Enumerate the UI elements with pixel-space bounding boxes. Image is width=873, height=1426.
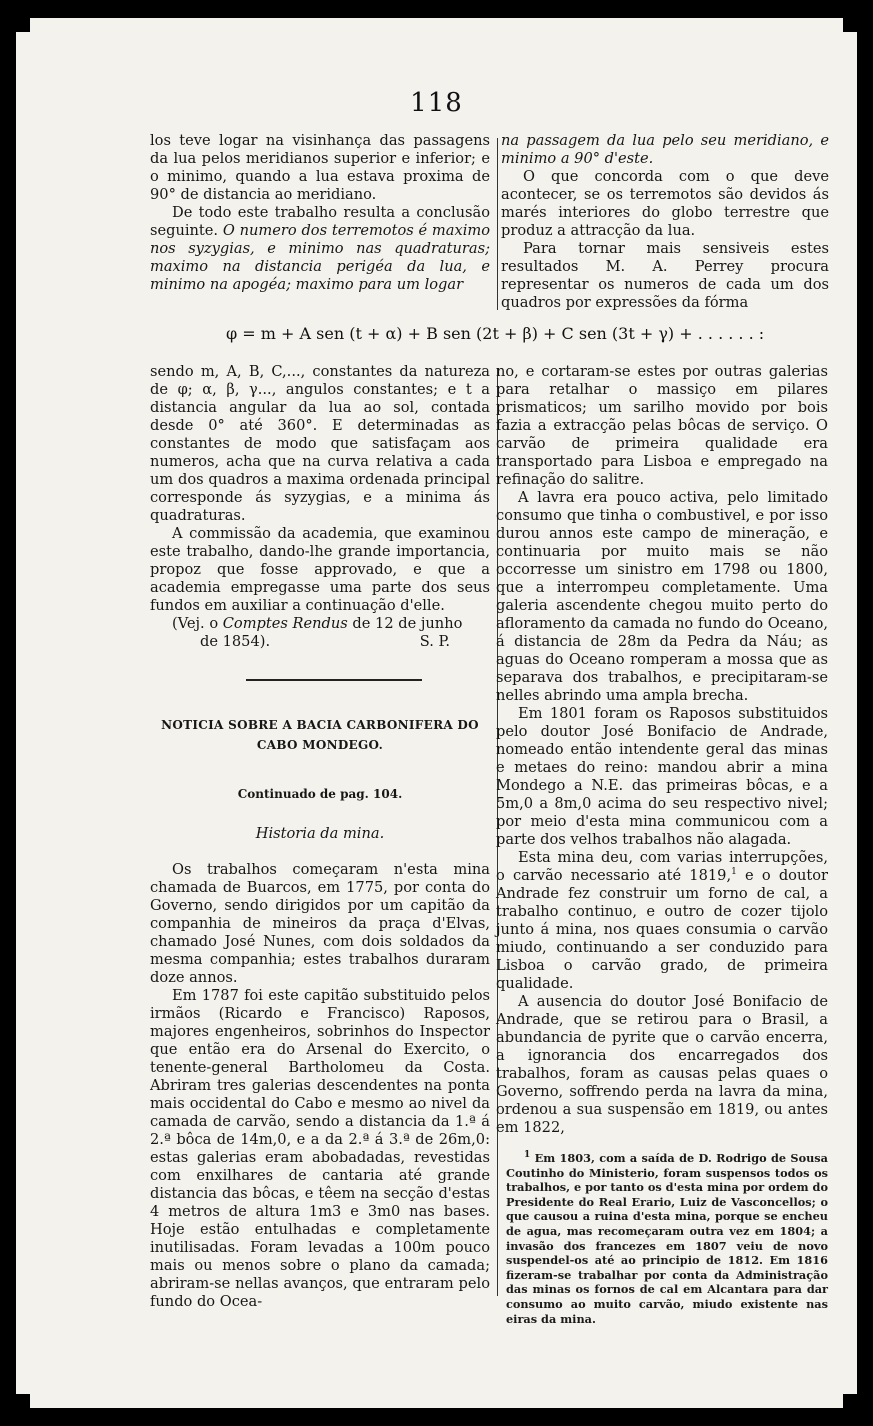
signature: S. P.	[419, 633, 450, 650]
paragraph: A lavra era pouco activa, pelo limitado consumo que tinha o combustivel, e por isso durou annos este campo de mineração, e continuaria por muito mais se não occorresse um sinistro em 1798 ou 1800, que a interrompeu completamente. Uma galeria ascendente chegou muito perto do afloramento da camada no fundo do Oceano, á distancia de 28m da Pedra da Náu; as aguas do Oceano romperam a mossa que as separava dos trabalhos, e precipitaram-se nelles abrindo uma ampla brecha.	[496, 489, 828, 704]
reference-text: (Vej. o	[172, 615, 223, 632]
reference-title: Comptes Rendus	[222, 615, 348, 632]
paragraph	[150, 204, 490, 294]
paragraph-text: Esta mina deu, com varias interrupções, o carvão necessario até 1819,	[496, 849, 828, 884]
bottom-right-column	[496, 363, 828, 1137]
reference-line	[150, 615, 490, 633]
italic-text: O numero dos terremotos é maximo nos syzygias, e minimo nas quadraturas; maximo na distancia perigéa da lua, e minimo na apogéa; maximo para um logar	[150, 222, 490, 293]
article-title: NOTICIA SOBRE A BACIA CARBONIFERA DO CABO MONDEGO.	[161, 718, 479, 752]
paragraph: no, e cortaram-se estes por outras galerias para retalhar o massiço em pilares prismaticos; um sarilho movido por bois fazia a extracção pelas bôcas de serviço. O carvão de primeira qualidade era transportado para Lisboa e empregado na refinação do salitre.	[496, 363, 828, 488]
reference-signature-line	[150, 633, 490, 651]
reference-text: de 12 de junho	[347, 615, 463, 632]
paragraph: A commissão da academia, que examinou este trabalho, dando-lhe grande importancia, propoz que fosse approvado, e que a academia empregasse uma parte dos seus fundos em auxiliar a continuação d'elle.	[150, 525, 490, 614]
page-corner-mark	[843, 18, 857, 32]
page-corner-mark	[16, 18, 30, 32]
top-right-column	[489, 132, 829, 312]
paragraph	[496, 849, 828, 993]
page-corner-mark	[16, 1394, 30, 1408]
paragraph: los teve logar na visinhança das passagens da lua pelos meridianos superior e inferior; e o minimo, quando a lua estava proxima de 90° de distancia ao meridiano.	[150, 132, 490, 203]
paragraph: Em 1801 foram os Raposos substituidos pelo doutor José Bonifacio de Andrade, nomeado então intendente geral das minas e metaes do reino: mandou abrir a mina Mondego a N.E. das primeiras bôcas, e a 5m,0 a 8m,0 acima do seu respectivo nivel; por meio d'esta mina communicou com a parte dos velhos trabalhos não alagada.	[496, 705, 828, 848]
italic-paragraph: na passagem da lua pelo seu meridiano, e minimo a 90° d'este.	[501, 132, 829, 167]
footnote-reference: 1	[731, 867, 737, 878]
footnote-mark: 1	[524, 1150, 531, 1161]
article-continuation-note: Continuado de pag. 104.	[237, 787, 403, 801]
paragraph: Os trabalhos começaram n'esta mina chamada de Buarcos, em 1775, por conta do Governo, sendo dirigidos por um capitão da companhia de mineiros da praça d'Elvas, chamado José Nunes, com dois soldados da mesma companhia; estes trabalhos duraram doze annos.	[150, 861, 490, 986]
footnote	[506, 1151, 828, 1326]
page-corner-mark	[843, 1394, 857, 1408]
paragraph-text: e o doutor Andrade fez construir um forno de cal, a trabalho continuo, e outro de cozer tijolo junto á mina, nos quaes consumia o carvão miudo, continuando a ser conduzido para Lisboa o carvão grado, de primeira qualidade.	[496, 867, 828, 992]
paragraph: Em 1787 foi este capitão substituido pelos irmãos (Ricardo e Francisco) Raposos, majores engenheiros, sobrinhos do Inspector que então era do Arsenal do Exercito, o tenente-general Bartholomeu da Costa. Abriram tres galerias descendentes na ponta mais occidental do Cabo e mesmo ao nivel da camada de carvão, sendo a distancia da 1.ª á 2.ª bôca de 14m,0, e a da 2.ª á 3.ª de 26m,0: estas galerias eram abobadadas, revestidas com enxilhares de cantaria até grande distancia das bôcas, e têem na secção d'estas 4 metros de altura 1m3 e 3m0 nas bases. Hoje estão entulhadas e completamente inutilisadas. Foram levadas a 100m pouco mais ou menos sobre o plano da camada; abriram-se nellas avanços, que entraram pelo fundo do Ocea-	[150, 987, 490, 1310]
paragraph: O que concorda com o que deve acontecer, se os terremotos são devidos ás marés interiores do globo terrestre que produz a attracção da lua.	[501, 168, 829, 239]
paragraph-text: De todo este trabalho resulta a conclusão seguinte.	[150, 204, 490, 239]
footnote-text	[506, 1151, 828, 1326]
reference-date: de 1854).	[200, 633, 271, 650]
section-divider	[246, 679, 422, 681]
formula: φ = m + A sen (t + α) + B sen (2t + β) + C sen (3t + γ) + . . . . . . :	[226, 324, 765, 343]
top-left-column	[150, 132, 490, 294]
page-number: 118	[410, 88, 463, 118]
paragraph: sendo m, A, B, C,..., constantes da natureza de φ; α, β, γ..., angulos constantes; e t a distancia angular da lua ao sol, contada desde 0° até 360°. E determinadas as constantes de modo que satisfaçam aos numeros, acha que na curva relativa a cada um dos quadros a maxima ordenada principal corresponde ás syzygias, e a minima ás quadraturas.	[150, 363, 490, 524]
document-page	[16, 18, 857, 1408]
section-heading: Historia da mina.	[255, 825, 385, 842]
paragraph: A ausencia do doutor José Bonifacio de Andrade, que se retirou para o Brasil, a abundancia de pyrite que o carvão encerra, a ignorancia dos encarregados dos trabalhos, foram as causas pelas quaes o Governo, soffrendo perda na lavra da mina, ordenou a sua suspensão em 1819, ou antes em 1822,	[496, 993, 828, 1136]
paragraph: Para tornar mais sensiveis estes resultados M. A. Perrey procura representar os numeros de cada um dos quadros por expressões da fórma	[501, 240, 829, 311]
footnote-body: Em 1803, com a saída de D. Rodrigo de Sousa Coutinho do Ministerio, foram suspensos todos os trabalhos, e por tanto os d'esta mina por ordem do Presidente do Real Erario, Luiz de Vasconcellos; o que causou a ruina d'esta mina, porque se encheu de agua, mas recomeçaram outra vez em 1804; a invasão dos francezes em 1807 veiu de novo suspendel-os até ao principio de 1812. Em 1816 fizeram-se trabalhar por conta da Administração das minas os fornos de cal em Alcantara para dar consumo ao muito carvão, miudo existente nas eiras da mina.	[506, 1151, 828, 1326]
bottom-left-column	[150, 363, 490, 1311]
